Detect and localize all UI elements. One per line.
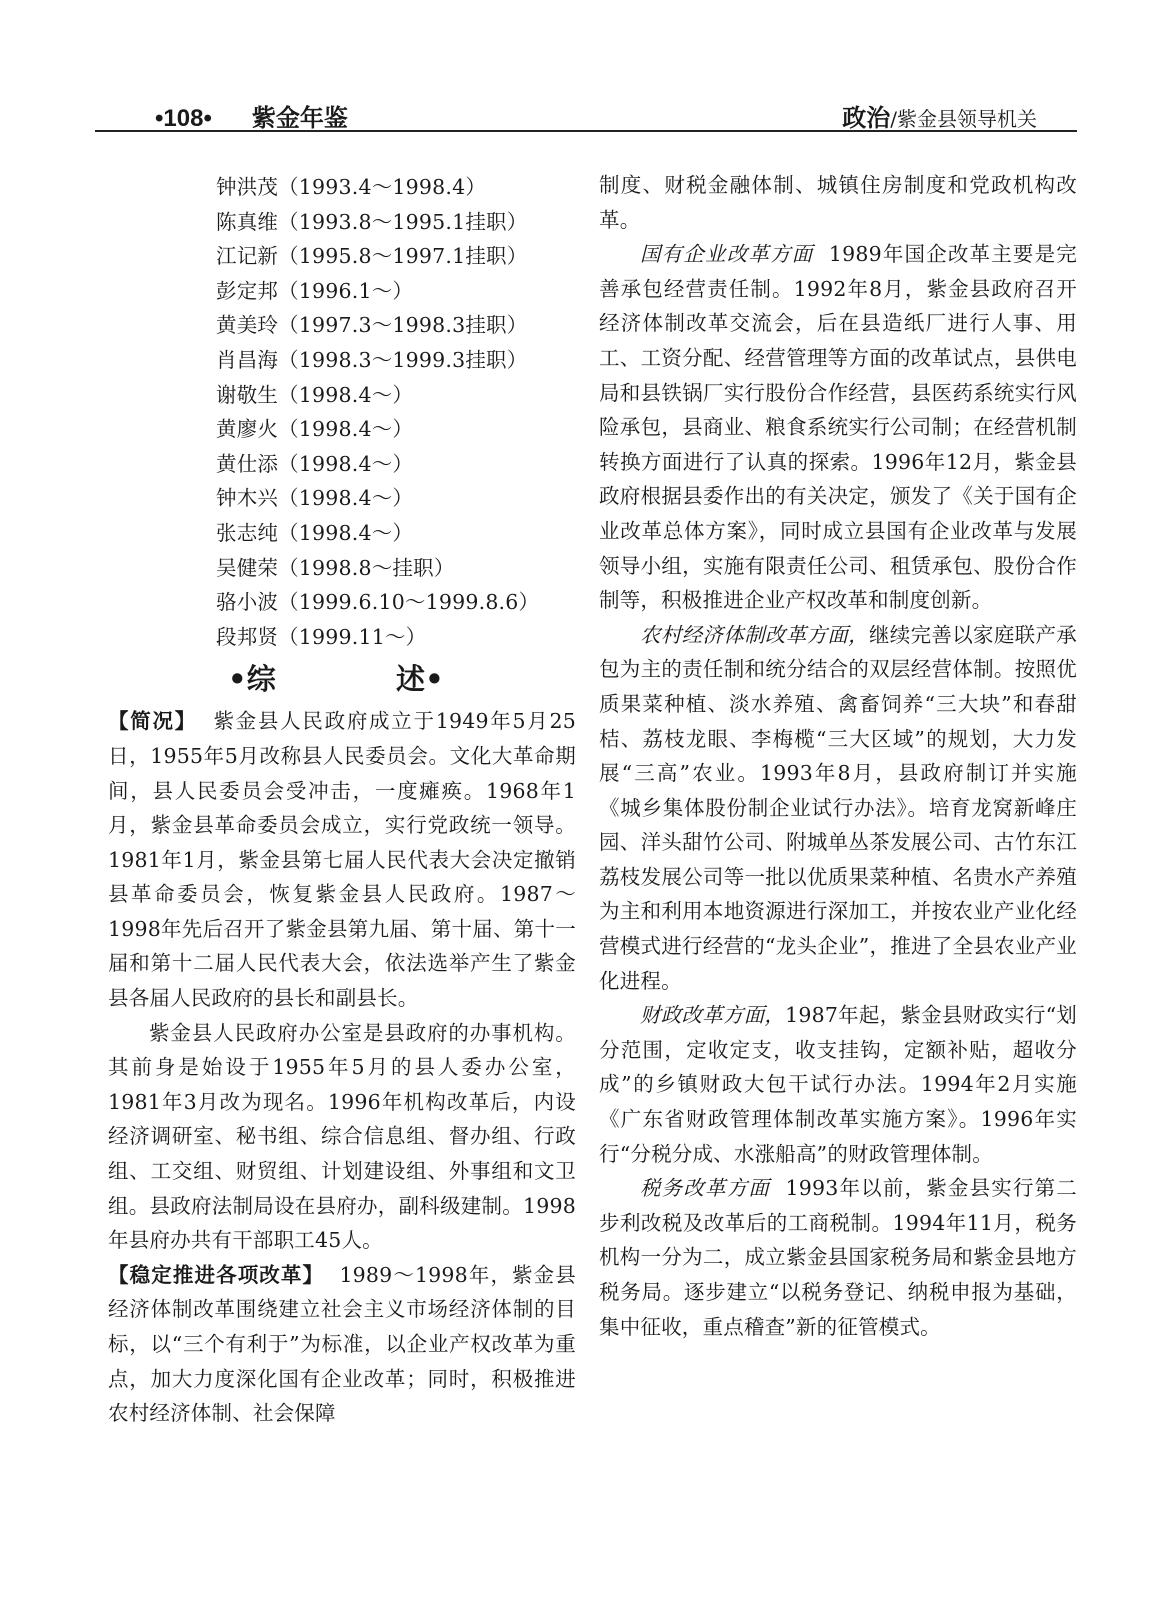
finance-reform-paragraph — [599, 998, 1077, 1171]
leader-name-item: 钟木兴（1998.4～） — [216, 486, 414, 511]
leader-name-item: 骆小波（1999.6.10～1999.8.6） — [216, 590, 540, 615]
header-right — [842, 98, 1037, 133]
overview-label: 【简况】 — [108, 709, 197, 734]
finance-reform-label: 财政改革方面， — [640, 1003, 786, 1028]
reform-paragraph — [108, 1258, 576, 1431]
leader-name-item: 钟洪茂（1993.4～1998.4） — [216, 175, 487, 199]
reform-label: 【稳定推进各项改革】 — [108, 1262, 325, 1287]
leader-name-item: 吴健荣（1998.8～挂职） — [216, 555, 455, 580]
leader-name-item: 黄廖火（1998.4～） — [216, 417, 414, 442]
section-heading-part: 述• — [395, 662, 444, 697]
tax-reform-label: 税务改革方面 — [640, 1176, 771, 1201]
header-left — [155, 98, 348, 133]
running-header — [95, 88, 1077, 132]
leader-name-list — [216, 170, 576, 654]
book-title: 紫金年鉴 — [251, 103, 348, 132]
soe-reform-paragraph — [599, 237, 1077, 618]
leader-name-item: 黄仕添（1998.4～） — [216, 451, 414, 476]
rural-reform-label: 农村经济体制改革方面， — [640, 622, 869, 647]
office-paragraph: 紫金县人民政府办公室是县政府的办事机构。其前身是始设于1955年5月的县人委办公室，1981年3月改为现名。1996年机构改革后，内设经济调研室、秘书组、综合信息组、督办组、行政组、工交组、财贸组、计划建设组、外事组和文卫组。县政府法制局设在县府办，副科级建制。1998年县府办共有干部职工45人。 — [108, 1020, 576, 1253]
left-column — [108, 170, 576, 1431]
tax-reform-paragraph — [599, 1171, 1077, 1344]
continuation-paragraph: 制度、财税金融体制、城镇住房制度和党政机构改革。 — [599, 173, 1077, 232]
section-heading-overview — [108, 654, 576, 704]
leader-name-item: 彭定邦（1996.1～） — [216, 278, 414, 303]
right-column — [599, 168, 1077, 1344]
subsection-name: /紫金县领导机关 — [890, 107, 1037, 131]
section-name: 政治 — [842, 103, 891, 132]
section-heading-part: •综 — [228, 662, 276, 697]
soe-reform-label: 国有企业改革方面 — [640, 242, 814, 267]
leader-name-item: 段邦贤（1999.11～） — [216, 624, 427, 649]
rural-reform-text: 继续完善以家庭联产承包为主的责任制和统分结合的双层经营体制。按照优质果菜种植、淡水养殖、禽畜饲养“三大块”和春甜桔、荔枝龙眼、李梅榄“三大区域”的规划，大力发展“三高”农业。1993年8月，县政府制订并实施《城乡集体股份制企业试行办法》。培育龙窝新峰庄园、洋头甜竹公司、附城单丛茶发展公司、古竹东江荔枝发展公司等一批以优质果菜种植、名贵水产养殖为主和利用本地资源进行深加工，并按农业产业化经营模式进行经营的“龙头企业”，推进了全县农业产业化进程。 — [599, 622, 1078, 993]
overview-text: 紫金县人民政府成立于1949年5月25日，1955年5月改称县人民委员会。文化大革命期间，县人民委员会受冲击，一度瘫痪。1968年1月，紫金县革命委员会成立，实行党政统一领导。1981年1月，紫金县第七届人民代表大会决定撤销县革命委员会，恢复紫金县人民政府。1987～1998年先后召开了紫金县第九届、第十届、第十一届和第十二届人民代表大会，依法选举产生了紫金县各届人民政府的县长和副县长。 — [108, 709, 576, 1011]
leader-name-item: 谢敬生（1998.4～） — [216, 382, 414, 407]
leader-name-item: 陈真维（1993.8～1995.1挂职） — [216, 209, 528, 234]
leader-name-item: 张志纯（1998.4～） — [216, 520, 414, 545]
leader-name-item: 肖昌海（1998.3～1999.3挂职） — [216, 347, 528, 372]
rural-reform-paragraph — [599, 618, 1077, 999]
header-rule — [95, 130, 1077, 132]
page-number: •108• — [155, 105, 212, 132]
soe-reform-text: 1989年国企改革主要是完善承包经营责任制。1992年8月，紫金县政府召开经济体制改革交流会，后在县造纸厂进行人事、用工、工资分配、经营管理等方面的改革试点，县供电局和县铁锅厂实行股份合作经营，县医药系统实行风险承包，县商业、粮食系统实行公司制；在经营机制转换方面进行了认真的探索。1996年12月，紫金县政府根据县委作出的有关决定，颁发了《关于国有企业改革总体方案》，同时成立县国有企业改革与发展领导小组，实施有限责任公司、租赁承包、股份合作制等，积极推进企业产权改革和制度创新。 — [599, 242, 1077, 613]
leader-name-item: 江记新（1995.8～1997.1挂职） — [216, 244, 528, 269]
overview-paragraph — [108, 704, 576, 1015]
tax-reform-text: 1993年以前，紫金县实行第二步利改税及改革后的工商税制。1994年11月，税务机构一分为二，成立紫金县国家税务局和紫金县地方税务局。逐步建立“以税务登记、纳税申报为基础，集中征收，重点稽查”新的征管模式。 — [599, 1176, 1078, 1339]
leader-name-item: 黄美玲（1997.3～1998.3挂职） — [216, 313, 528, 338]
reform-text: 1989～1998年，紫金县经济体制改革围绕建立社会主义市场经济体制的目标，以“三个有利于”为标准，以企业产权改革为重点，加大力度深化国有企业改革；同时，积极推进农村经济体制、社会保障 — [108, 1262, 576, 1426]
finance-reform-text: 1987年起，紫金县财政实行“划分范围，定收定支，收支挂钩，定额补贴，超收分成”的乡镇财政大包干试行办法。1994年2月实施《广东省财政管理体制改革实施方案》。1996年实行“分税分成、水涨船高”的财政管理体制。 — [599, 1003, 1077, 1166]
